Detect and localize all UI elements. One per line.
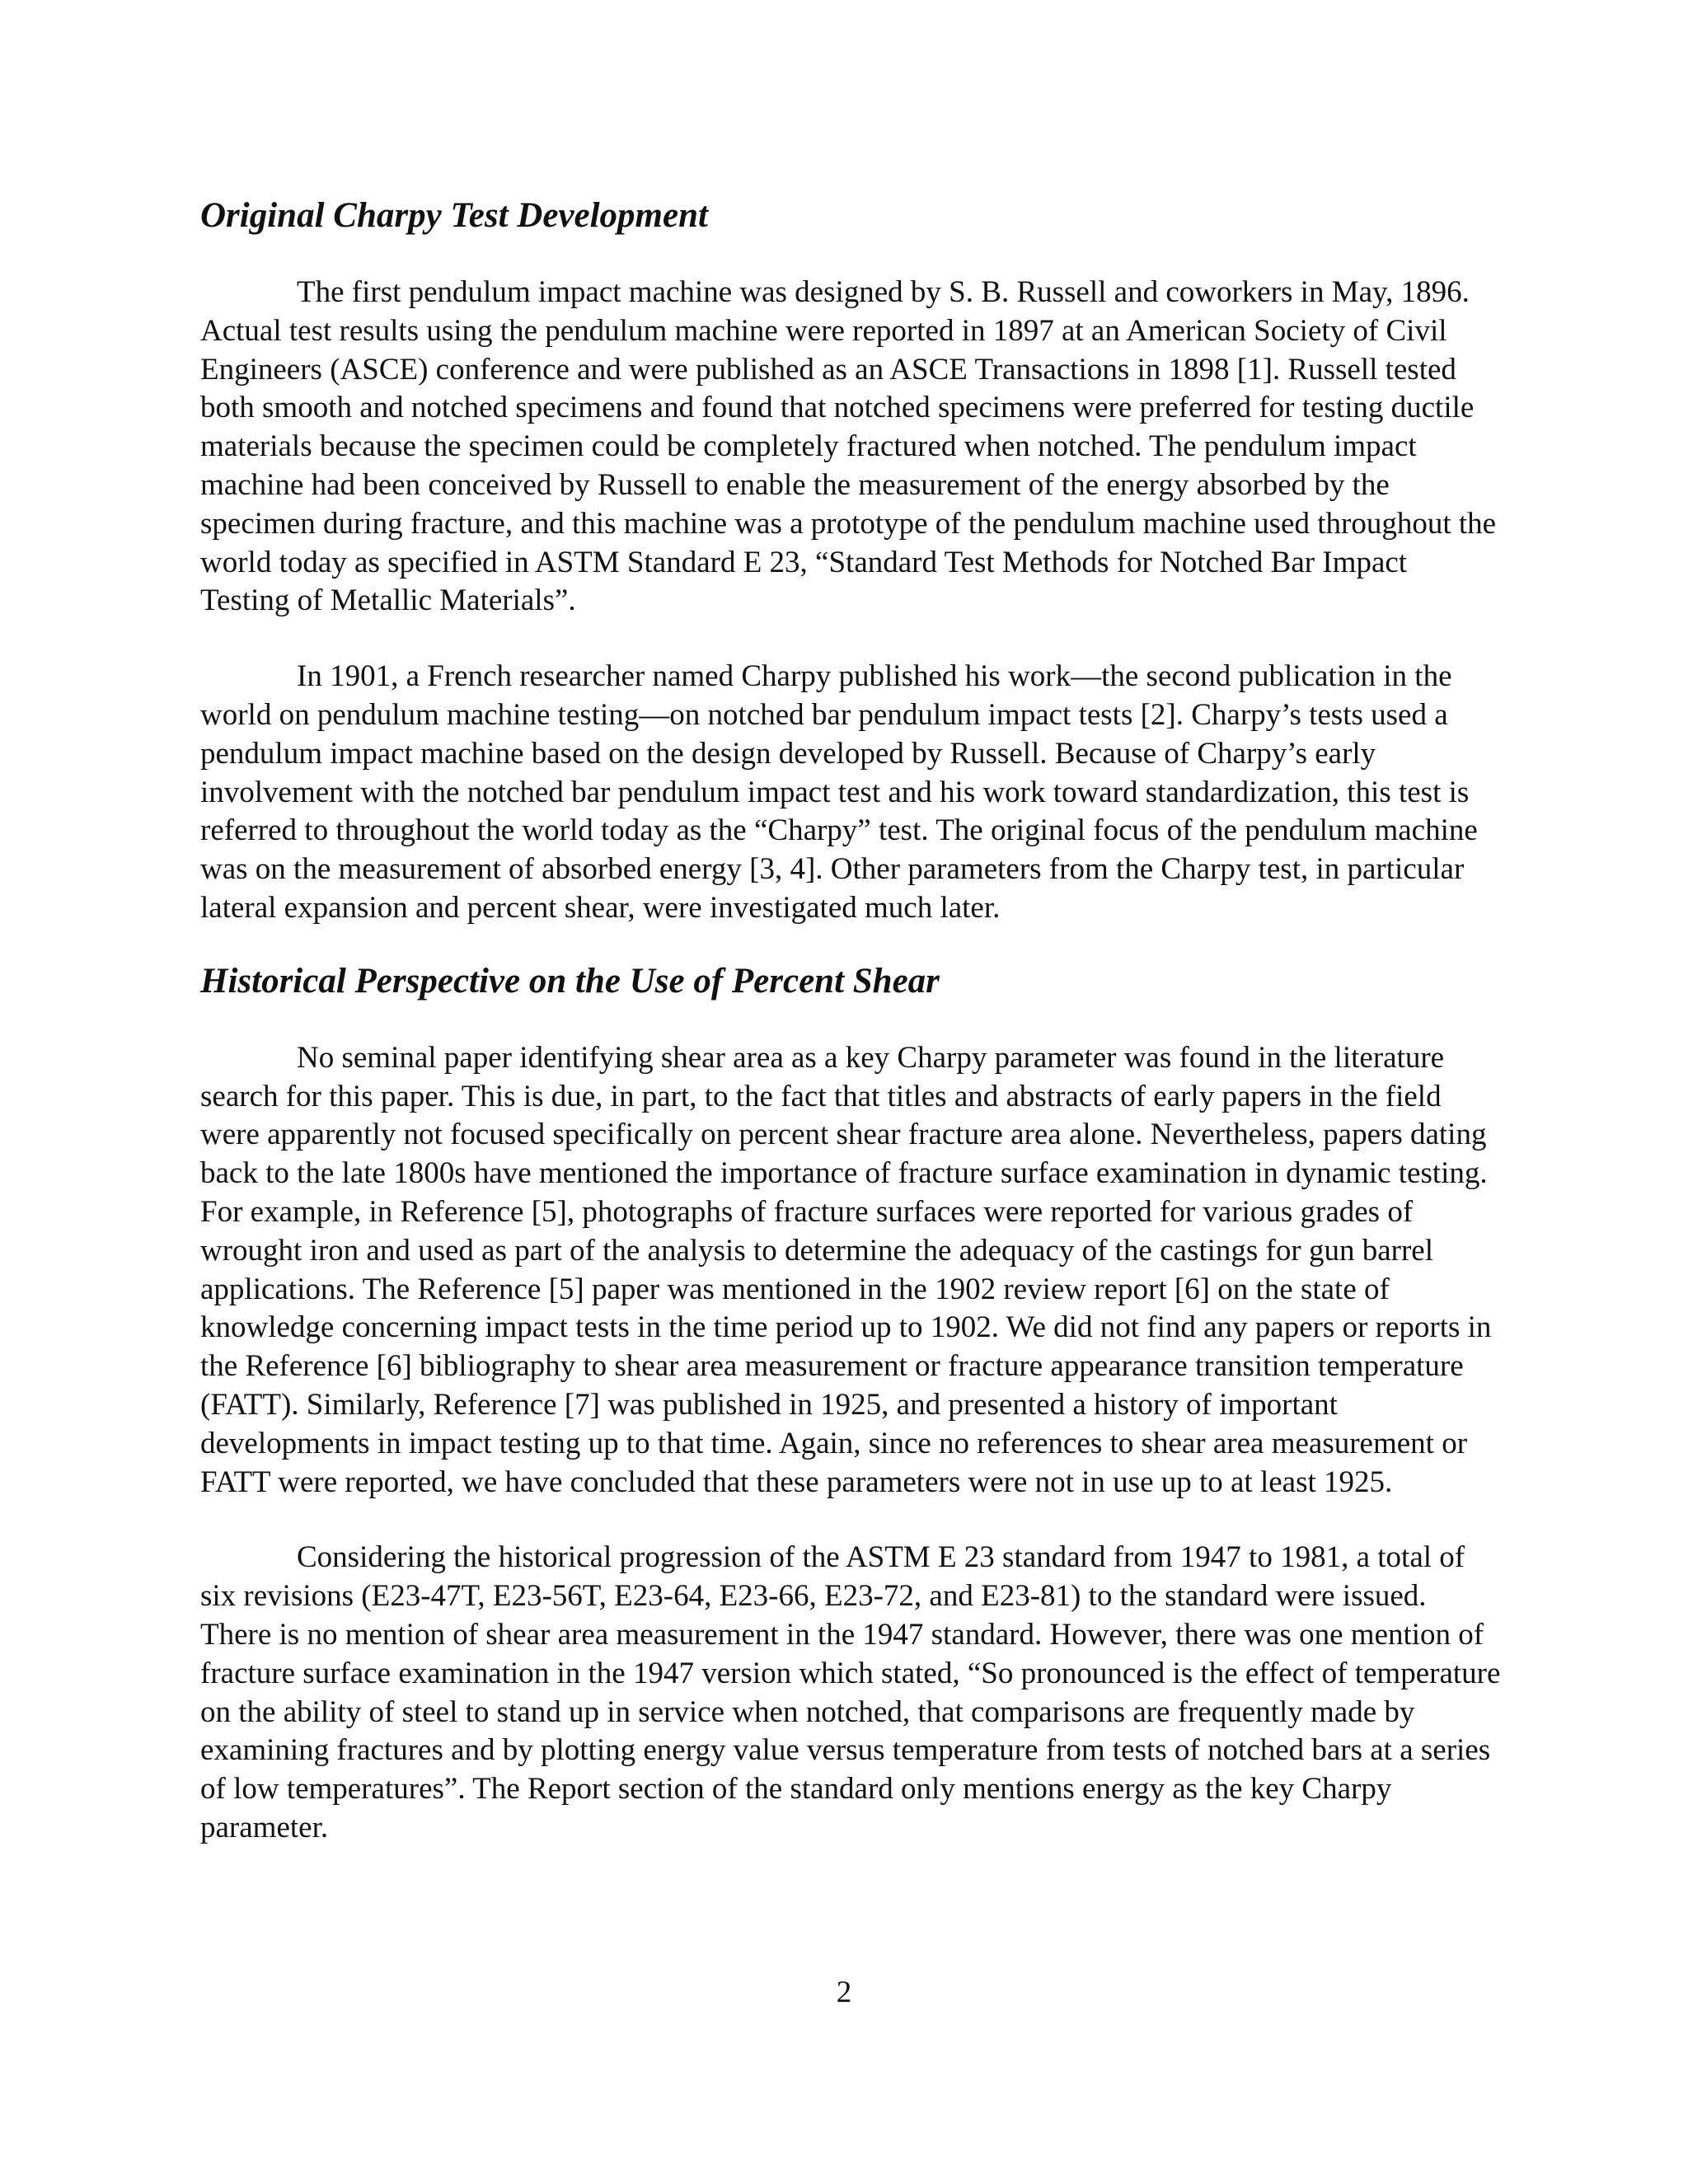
page-body (200, 191, 1503, 1848)
page-number: 2 (836, 1975, 852, 2009)
paragraph-russell-pendulum: The first pendulum impact machine was designed by S. B. Russell and coworkers in May, 1896. Actual test results using the pendulum machine were reported in 1897 at an American Society of Civil Engineers (ASCE) conference and were published as an ASCE Transactions in 1898 [1]. Russell tested both smooth and notched specimens and found that notched specimens were preferred for testing ductile materials because the specimen could be completely fractured when notched. The pendulum impact machine had been conceived by Russell to enable the measurement of the energy absorbed by the specimen during fracture, and this machine was a prototype of the pendulum machine used throughout the world today as specified in ASTM Standard E 23, “Standard Test Methods for Notched Bar Impact Testing of Metallic Materials”. (200, 275, 1497, 618)
spacer (200, 621, 1503, 658)
spacer (200, 1006, 1503, 1039)
paragraph-shear-area-literature: No seminal paper identifying shear area as a key Charpy parameter was found in the literature search for this paper. This is due, in part, to the fact that titles and abstracts of early papers in the field were apparently not focused specifically on percent shear fracture area alone. Nevertheless, papers dating back to the late 1800s have mentioned the importance of fracture surface examination in dynamic testing. For example, in Reference [5], photographs of fracture surfaces were reported for various grades of wrought iron and used as part of the analysis to determine the adequacy of the castings for gun barrel applications. The Reference [5] paper was mentioned in the 1902 review report [6] on the state of knowledge concerning impact tests in the time period up to 1902. We did not find any papers or reports in the Reference [6] bibliography to shear area measurement or fracture appearance transition temperature (FATT). Similarly, Reference [7] was published in 1925, and presented a history of important developments in impact testing up to that time. Again, since no references to shear area measurement or FATT were reported, we have concluded that these parameters were not in use up to at least 1925. (200, 1040, 1492, 1499)
paragraph-charpy-publication: In 1901, a French researcher named Charpy published his work—the second publication in the world on pendulum machine testing—on notched bar pendulum impact tests [2]. Charpy’s tests used a pendulum impact machine based on the design developed by Russell. Because of Charpy’s early involvement with the notched bar pendulum impact test and his work toward standardization, this test is referred to throughout the world today as the “Charpy” test. The original focus of the pendulum machine was on the measurement of absorbed energy [3, 4]. Other parameters from the Charpy test, in particular lateral expansion and percent shear, were investigated much later. (200, 659, 1478, 925)
spacer (200, 1502, 1503, 1539)
spacer (200, 928, 1503, 957)
section-heading-charpy-development: Original Charpy Test Development (200, 196, 708, 235)
paragraph-astm-e23-revisions: Considering the historical progression of the ASTM E 23 standard from 1947 to 1981, a total of six revisions (E23-47T, E23-56T, E23-64, E23-66, E23-72, and E23-81) to the standard were issued. There is no mention of shear area measurement in the 1947 standard. However, there was one mention of fracture surface examination in the 1947 version which stated, “So pronounced is the effect of temperature on the ability of steel to stand up in service when notched, that comparisons are frequently made by examining fractures and by plotting energy value versus temperature from tests of notched bars at a series of low temperatures”. The Report section of the standard only mentions energy as the key Charpy parameter. (200, 1540, 1501, 1844)
spacer (200, 241, 1503, 274)
section-heading-percent-shear: Historical Perspective on the Use of Percent Shear (200, 961, 940, 1001)
